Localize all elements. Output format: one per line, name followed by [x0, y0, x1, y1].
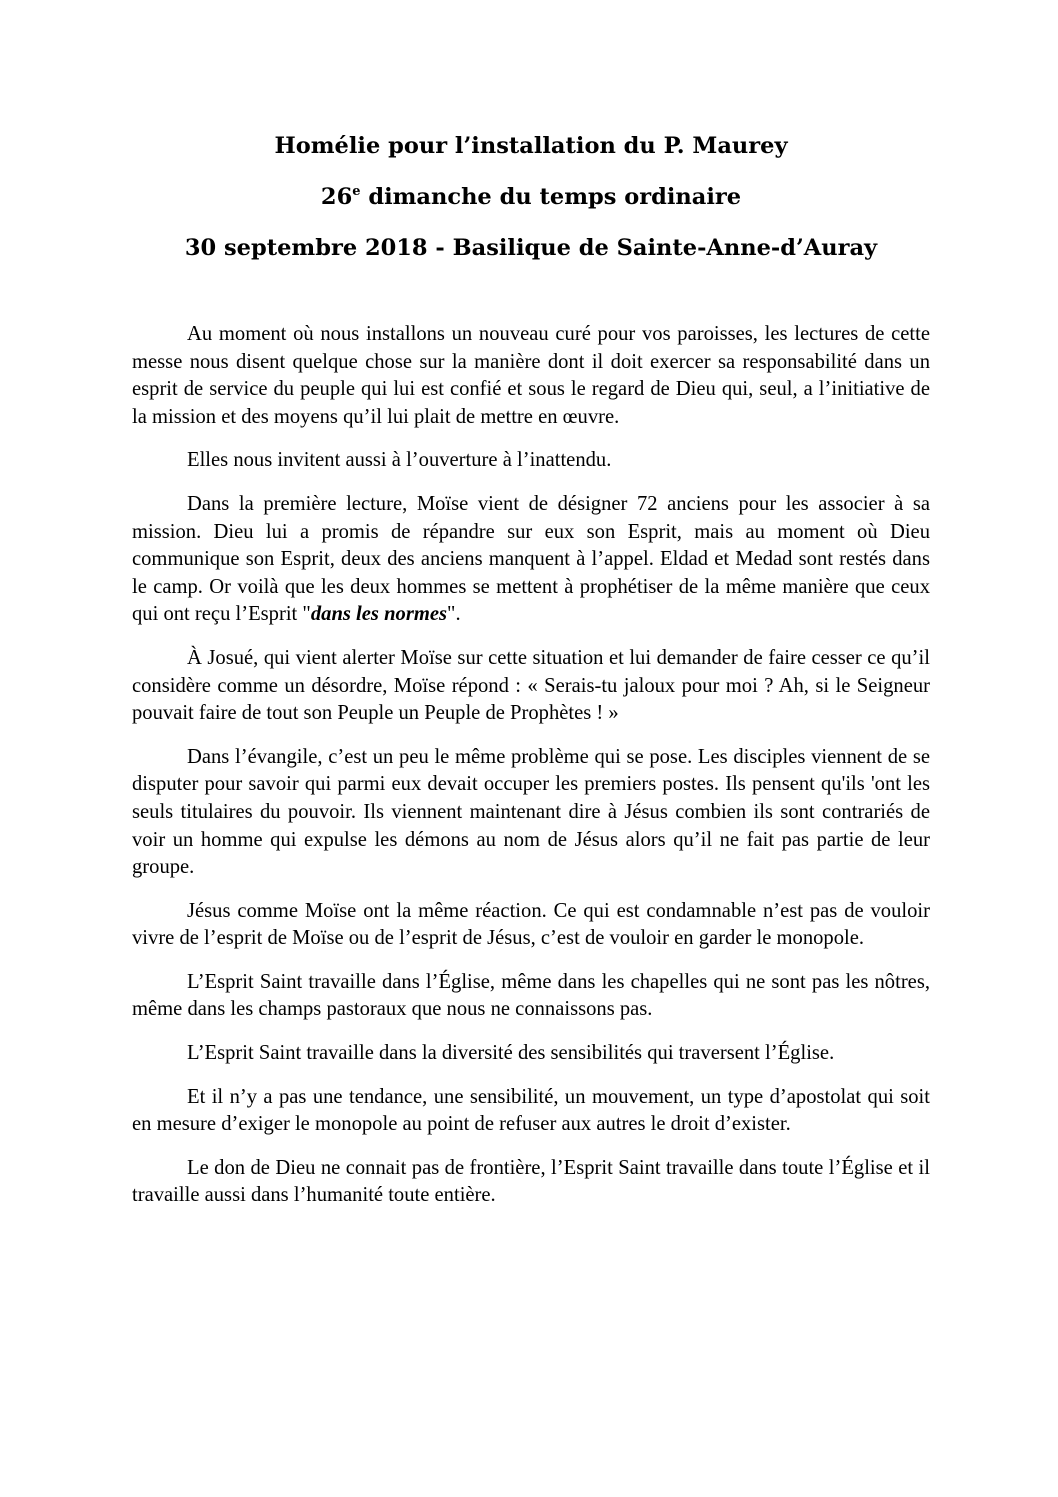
paragraph-3: [132, 491, 930, 629]
paragraph-9: Et il n’y a pas une tendance, une sensibilité, un mouvement, un type d’apostolat qui soit en mesure d’exiger le monopole au point de refuser aux autres le droit d’exister.: [132, 1085, 930, 1136]
paragraph-3-text: Dans la première lecture, Moïse vient de désigner 72 anciens pour les associer à sa mission. Dieu lui a promis de répandre sur eux son Esprit, mais au moment où Dieu communique son Esprit, deux des anciens manquent à l’appel. Eldad et Medad sont restés dans le camp. Or voilà que les deux hommes se mettent à prophétiser de la même manière que ceux qui ont reçu l’Esprit ": [132, 492, 930, 626]
paragraph-2: Elles nous invitent aussi à l’ouverture à l’inattendu.: [187, 449, 612, 472]
paragraph-3-end: ".: [447, 603, 461, 626]
paragraph-5: Dans l’évangile, c’est un peu le même problème qui se pose. Les disciples viennent de se disputer pour savoir qui parmi eux devait occuper les premiers postes. Ils pensent qu'ils 'ont les seuls titulaires du pouvoir. Ils viennent maintenant dire à Jésus combien ils sont contrariés de voir un homme qui expulse les démons au nom de Jésus alors qu’il ne fait pas partie de leur groupe.: [132, 745, 930, 879]
title-line-2: [132, 179, 930, 230]
paragraph-6: Jésus comme Moïse ont la même réaction. Ce qui est condamnable n’est pas de vouloir vivre de l’esprit de Moïse ou de l’esprit de Jésus, c’est de vouloir en garder le monopole.: [132, 899, 930, 950]
paragraph-4: À Josué, qui vient alerter Moïse sur cette situation et lui demander de faire cesser ce qu’il considère comme un désordre, Moïse répond : « Serais-tu jaloux pour moi ? Ah, si le Seigneur pouvait faire de tout son Peuple un Peuple de Prophètes ! »: [132, 646, 930, 725]
document-page: [132, 128, 930, 1226]
homily-body: [132, 321, 930, 1210]
title-block: [132, 128, 930, 281]
paragraph-1: Au moment où nous installons un nouveau curé pour vos paroisses, les lectures de cette messe nous disent quelque chose sur la manière dont il doit exercer sa responsabilité dans un esprit de service du peuple qui lui est confié et sous le regard de Dieu qui, seul, a l’initiative de la mission et des moyens qu’il lui plait de mettre en œuvre.: [132, 323, 930, 428]
title-line-3: 30 septembre 2018 - Basilique de Sainte-Anne-d’Auray: [184, 235, 878, 261]
sunday-number: 26: [320, 184, 353, 210]
emphasis-text: dans les normes: [310, 603, 448, 626]
paragraph-7: L’Esprit Saint travaille dans l’Église, même dans les chapelles qui ne sont pas les nôtres, même dans les champs pastoraux que nous ne connaissons pas.: [132, 970, 930, 1021]
title-line-1: Homélie pour l’installation du P. Maurey: [274, 133, 788, 159]
sunday-label: dimanche du temps ordinaire: [360, 184, 742, 210]
paragraph-8: L’Esprit Saint travaille dans la diversité des sensibilités qui traversent l’Église.: [187, 1042, 835, 1065]
paragraph-10: Le don de Dieu ne connait pas de frontière, l’Esprit Saint travaille dans toute l’Église et il travaille aussi dans l’humanité toute entière.: [132, 1156, 930, 1207]
ordinal-superscript: e: [352, 184, 361, 199]
